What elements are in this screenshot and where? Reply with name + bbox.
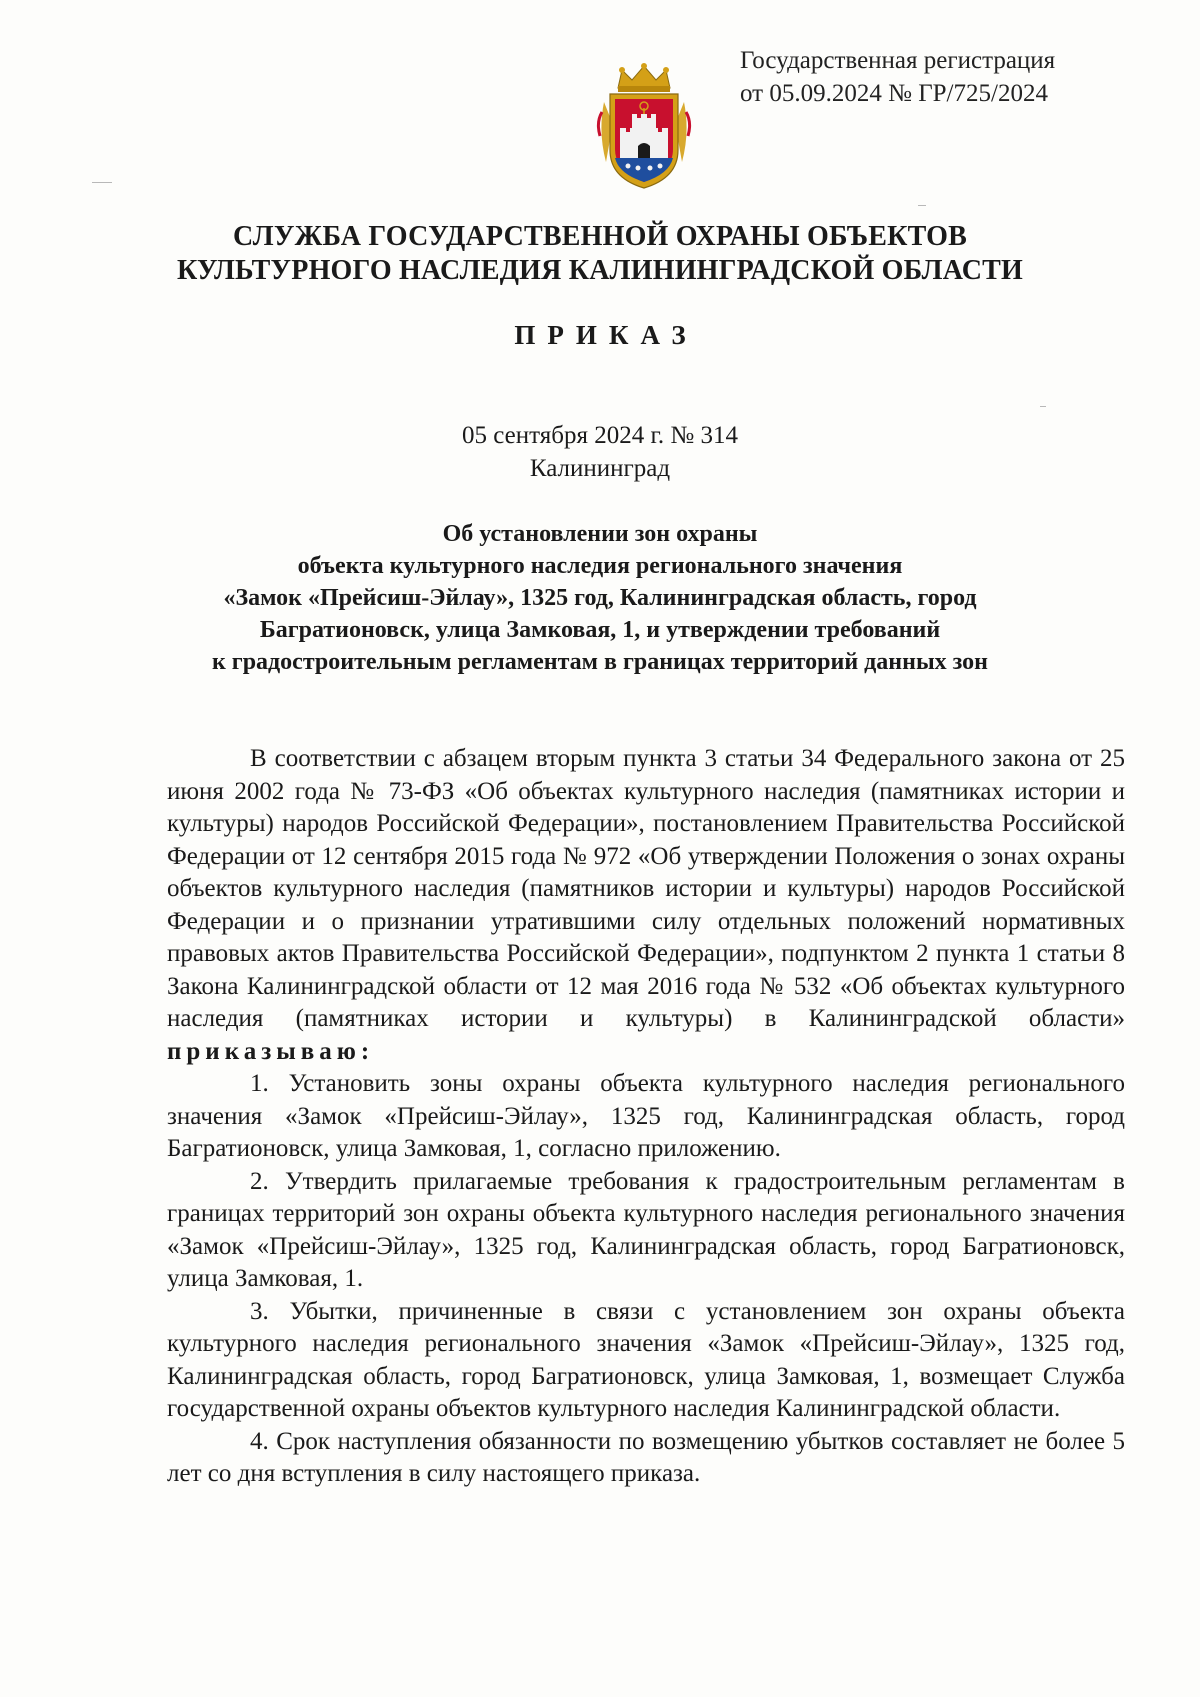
registration-line-1: Государственная регистрация (740, 47, 1056, 74)
agency-title-line-1: СЛУЖБА ГОСУДАРСТВЕННОЙ ОХРАНЫ ОБЪЕКТОВ (233, 221, 967, 252)
scan-mark (92, 182, 112, 183)
order-subject (0, 518, 1200, 678)
order-item-1: 1. Установить зоны охраны объекта культурного наследия регионального значения «Замок «Прейсиш-Эйлау», 1325 год, Калининградская область, город Багратионовск, улица Замковая, 1, согласно приложению. (167, 1070, 1125, 1162)
scan-mark (918, 205, 926, 206)
subject-line-4: Багратионовск, улица Замковая, 1, и утверждении требований (259, 617, 941, 643)
order-body (167, 743, 1125, 1491)
order-item-4: 4. Срок наступления обязанности по возмещению убытков составляет не более 5 лет со дня вступления в силу настоящего приказа. (167, 1427, 1125, 1487)
order-item-3: 3. Убытки, причиненные в связи с установлением зон охраны объекта культурного наследия регионального значения «Замок «Прейсиш-Эйлау», 1325 год, Калининградская область, город Багратионовск, улица Замковая, 1, возмещает Служба государственной охраны объектов культурного наследия Калининградской области. (167, 1297, 1125, 1422)
subject-line-2: объекта культурного наследия регионального значения (297, 553, 903, 579)
document-type: ПРИКАЗ (514, 320, 698, 350)
kaliningrad-coat-of-arms-icon (596, 62, 692, 192)
preamble-paragraph (167, 743, 1125, 1068)
registration-line-2: от 05.09.2024 № ГР/725/2024 (740, 80, 1048, 107)
subject-line-5: к градостроительным регламентам в границах территорий данных зон (211, 649, 989, 675)
order-item-2: 2. Утвердить прилагаемые требования к градостроительным регламентам в границах территорий зон охраны объекта культурного наследия регионального значения «Замок «Прейсиш-Эйлау», 1325 год, Калининградская область, город Багратионовск, улица Замковая, 1. (167, 1167, 1125, 1292)
registration-stamp (740, 44, 1055, 110)
order-verb: приказываю: (167, 1037, 375, 1065)
order-date-number: 05 сентября 2024 г. № 314 (462, 422, 738, 449)
agency-title-line-2: КУЛЬТУРНОГО НАСЛЕДИЯ КАЛИНИНГРАДСКОЙ ОБЛАСТИ (176, 255, 1024, 286)
order-date-block (0, 419, 1200, 485)
scan-mark (1040, 406, 1046, 407)
agency-title (0, 220, 1200, 288)
preamble-text: В соответствии с абзацем вторым пункта 3 статьи 34 Федерального закона от 25 июня 2002 года № 73-ФЗ «Об объектах культурного наследия (памятниках истории и культуры) народов Российской Федерации», постановлением Правительства Российской Федерации от 12 сентября 2015 года № 972 «Об утверждении Положения о зонах охраны объектов культурного наследия (памятников истории и культуры) народов Российской Федерации и о признании утратившими силу отдельных положений нормативных правовых актов Правительства Российской Федерации», подпунктом 2 пункта 1 статьи 8 Закона Калининградской области от 12 мая 2016 года № 532 «Об объектах культурного наследия (памятниках истории и культуры) в Калининградской области» (167, 745, 1125, 1032)
subject-line-1: Об установлении зон охраны (442, 521, 758, 547)
order-city: Калининград (529, 455, 671, 482)
subject-line-3: «Замок «Прейсиш-Эйлау», 1325 год, Калининградская область, город (223, 585, 977, 611)
